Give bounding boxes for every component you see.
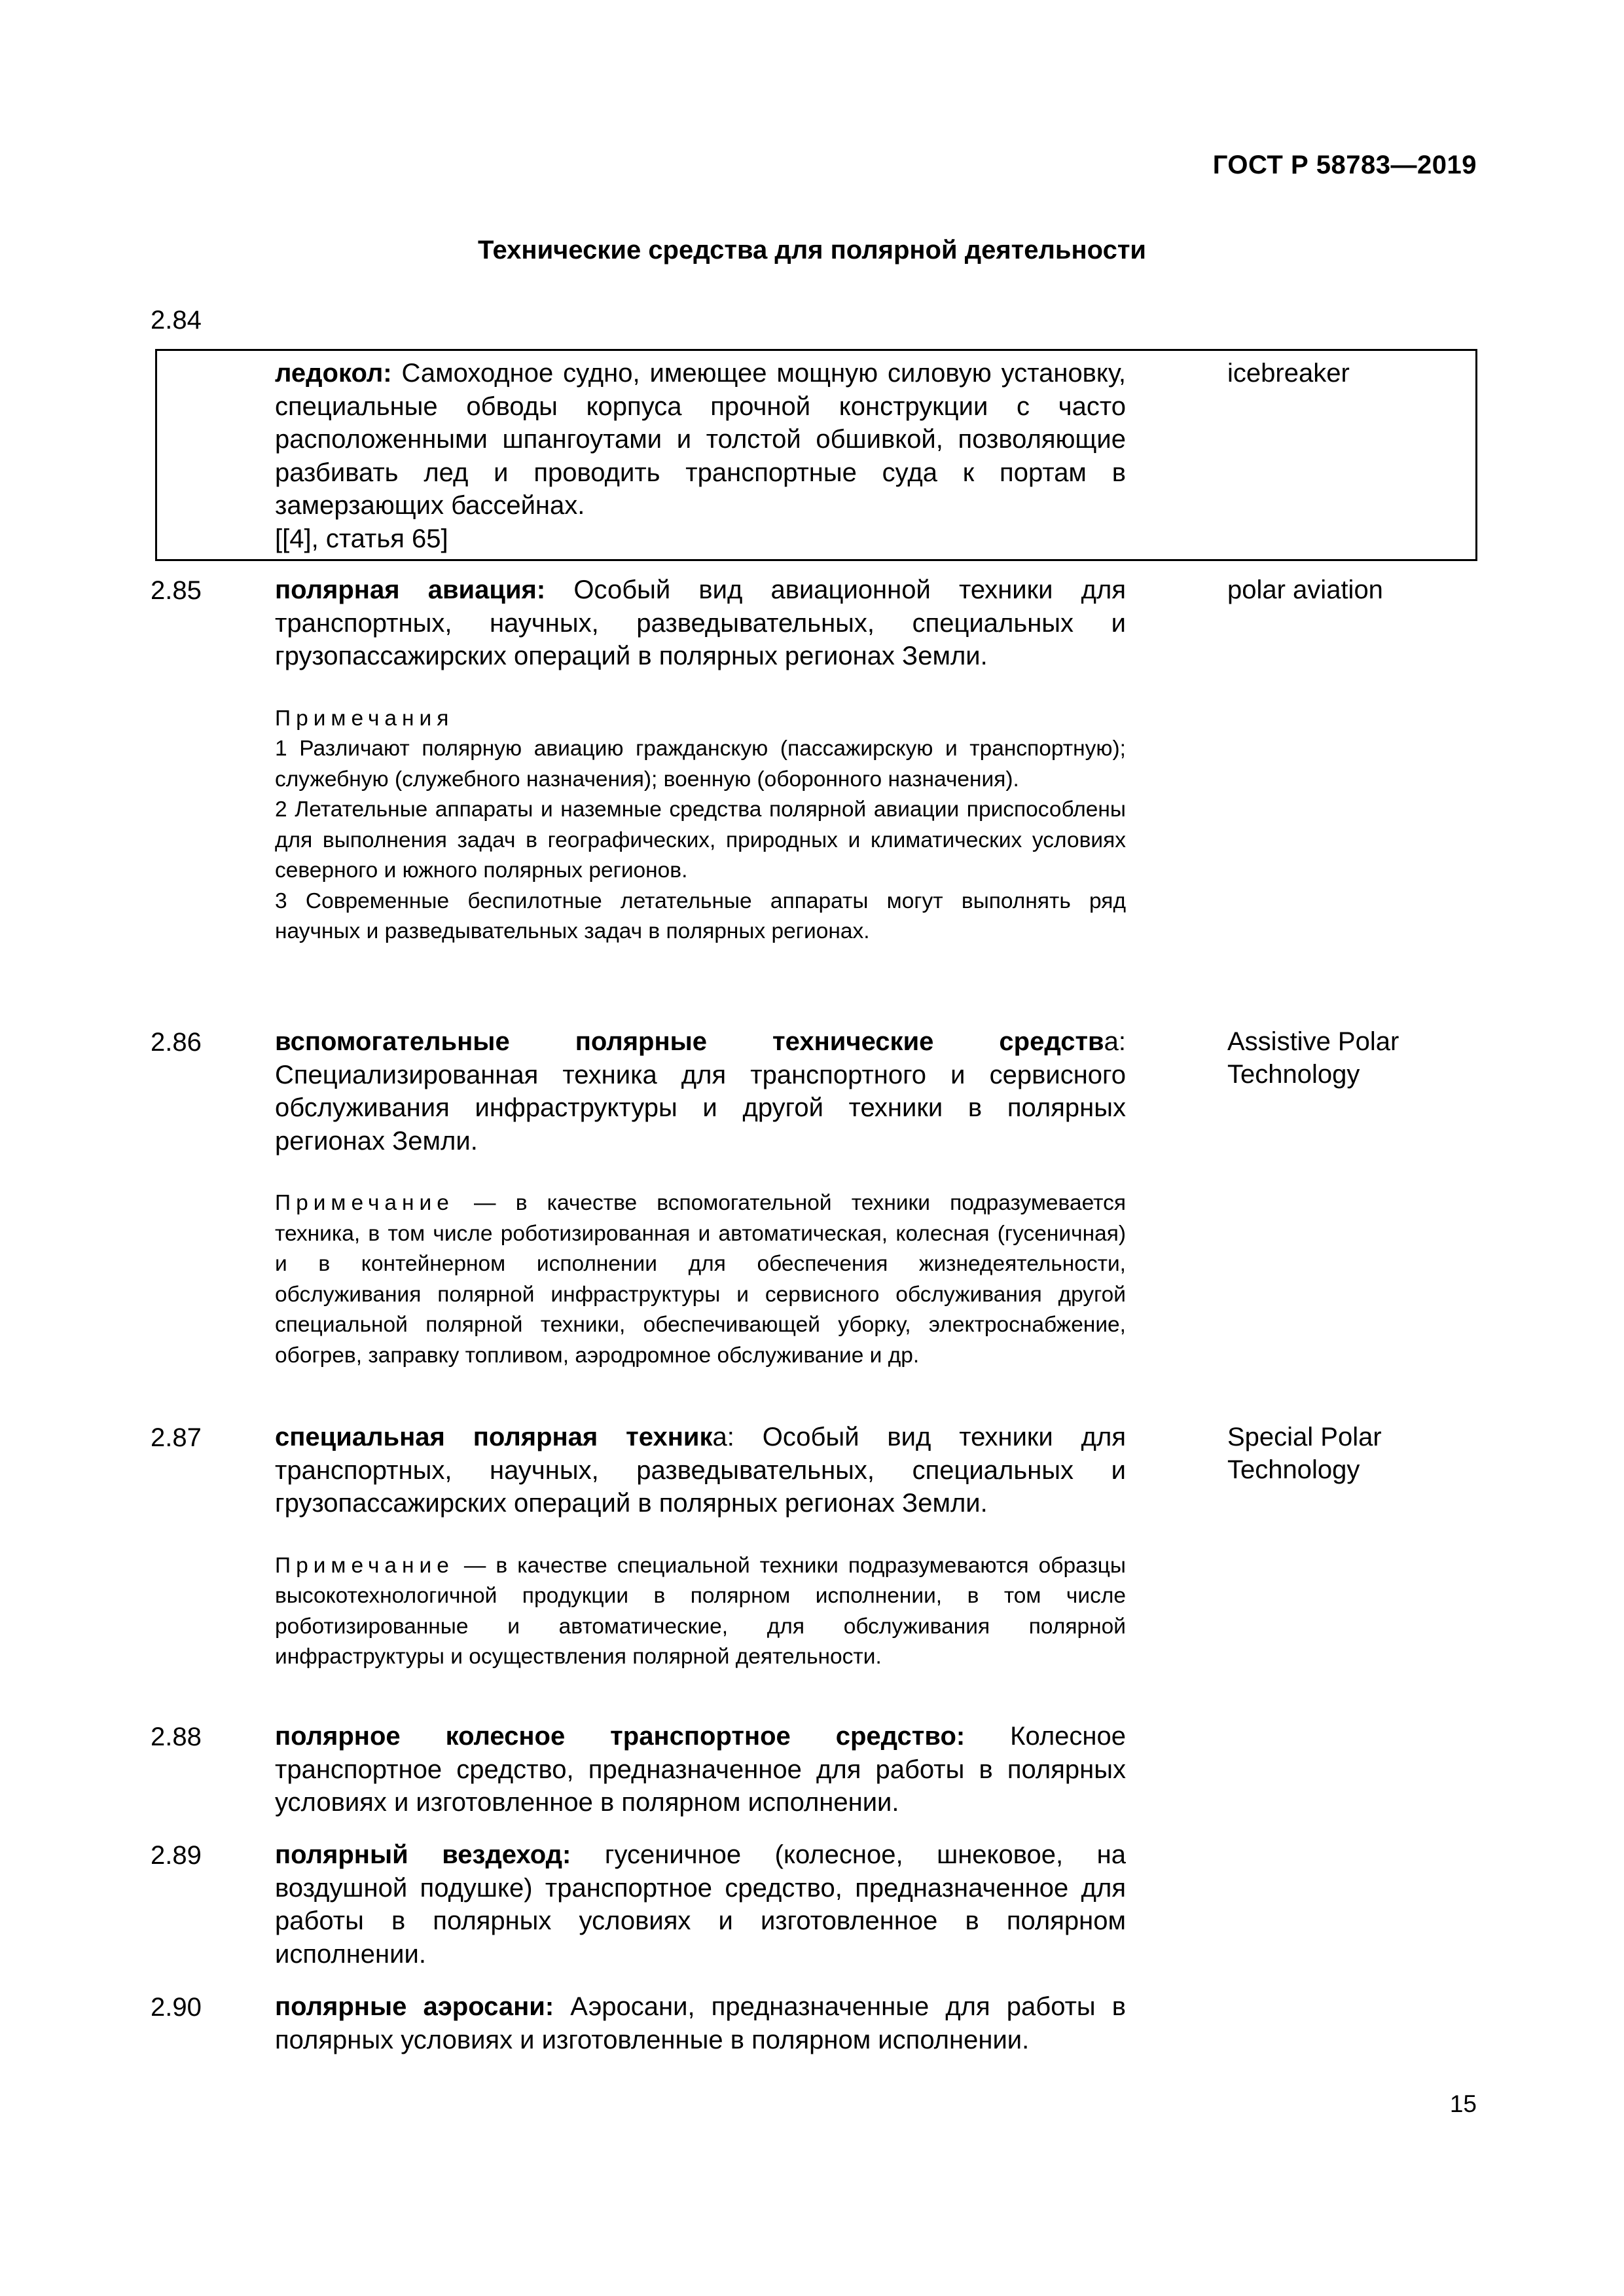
definition-text: Особый вид авиационной техники для транспортных, научных, разведывательных, специальных и грузопассажирских операций в полярных регионах Земли.	[275, 575, 1127, 670]
note-paragraph: Примечание — в качестве вспомогательной техники подразумевается техника, в том числе роботизированная и автоматическая, колесная (гусеничная) и в контейнерном исполнении для обеспечения жизнедеятельности, обслуживания полярной инфраструктуры и сервисного обслуживания другой специальной полярной техники, обеспечивающей уборку, электроснабжение, обогрев, заправку топливом, аэродромное обслуживание и др.	[275, 1191, 1126, 1368]
term-definition	[275, 1838, 1126, 1971]
entry-number: 2.84	[151, 306, 202, 335]
term-definition	[275, 1720, 1126, 1819]
term-name: вспомогательные полярные технические средств	[275, 1027, 1104, 1056]
definition-text: Колесное транспортное средство, предназначенное для работы в полярных условиях и изготовленное в полярном исполнении.	[275, 1722, 1127, 1817]
term-definition: вспомогательные полярные технические средства: Специализированная техника для транспортного и сервисного обслуживания инфраструктуры и другой техники в полярных регионах Земли.	[275, 1027, 1126, 1156]
term-definition-column	[275, 1838, 1126, 1971]
term-name: полярные аэросани:	[275, 1992, 554, 2021]
term-definition: специальная полярная техника: Особый вид техники для транспортных, научных, разведывательных, специальных и грузопассажирских операций в полярных регионах Земли.	[275, 1423, 1127, 1518]
term-definition-column	[275, 1025, 1126, 1371]
page-number: 15	[1449, 2090, 1477, 2117]
term-definition-column	[275, 1421, 1126, 1673]
english-equivalent: Special Polar Technology	[1227, 1423, 1382, 1484]
entry-number: 2.87	[151, 1423, 202, 1452]
english-equivalent: Assistive Polar Technology	[1227, 1027, 1399, 1089]
english-equivalent: polar aviation	[1227, 575, 1383, 604]
note-heading: Примечания	[275, 706, 454, 731]
term-definition-column	[275, 1720, 1126, 1819]
term-definition	[275, 1990, 1126, 2056]
term-name: полярная авиация:	[275, 575, 546, 604]
term-definition-column	[275, 357, 1126, 555]
note-paragraph: Примечание — в качестве специальной техники подразумеваются образцы высокотехнологичной продукции в полярном исполнении, в том числе роботизированные и автоматические, для обслуживания полярной инфраструктуры и осуществления полярной деятельности.	[275, 1553, 1126, 1669]
term-name: полярное колесное транспортное средство:	[275, 1722, 965, 1751]
term-name: полярный вездеход:	[275, 1840, 571, 1869]
term-name: ледокол:	[275, 359, 392, 388]
document-code: ГОСТ Р 58783—2019	[1212, 151, 1477, 179]
definition-text: Самоходное судно, имеющее мощную силовую установку, специальные обводы корпуса прочной конструкции с часто расположенными шпангоутами и толстой обшивкой, позволяющие разбивать лед и проводить транспортные суда к портам в замерзающих бассейнах.	[275, 359, 1126, 520]
note-item: 1 Различают полярную авиацию гражданскую (пассажирскую и транспортную); служебную (служебного назначения); военную (оборонного назначения).	[275, 737, 1126, 792]
entry-number: 2.86	[151, 1028, 202, 1057]
entry-number: 2.90	[151, 1993, 202, 2022]
term-definition-column	[275, 1990, 1126, 2056]
entry-number: 2.89	[151, 1841, 202, 1870]
term-definition	[275, 574, 1126, 673]
source-reference: [[4], статья 65]	[275, 524, 448, 553]
term-name: специальная полярная техник	[275, 1423, 713, 1451]
term-definition	[275, 357, 1126, 522]
term-definition-column	[275, 574, 1126, 947]
definition-text: : Особый вид техники для транспортных, научных, разведывательных, специальных и грузопассажирских операций в полярных регионах Земли.	[275, 1423, 1127, 1518]
definition-text: Аэросани, предназначенные для работы в полярных условиях и изготовленные в полярном исполнении.	[275, 1992, 1126, 2054]
definition-text: гусеничное (колесное, шнековое, на воздушной подушке) транспортное средство, предназначенное для работы в полярных условиях и изготовленное в полярном исполнении.	[275, 1840, 1126, 1969]
definition-text: : Специализированная техника для транспортного и сервисного обслуживания инфраструктуры и другой техники в полярных регионах Земли.	[275, 1027, 1126, 1156]
note-item: 3 Современные беспилотные летательные аппараты могут выполнять ряд научных и разведывательных задач в полярных регионах.	[275, 888, 1126, 943]
note-item: 2 Летательные аппараты и наземные средства полярной авиации приспособлены для выполнения задач в географических, природных и климатических условиях северного и южного полярных регионов.	[275, 797, 1126, 883]
english-equivalent: icebreaker	[1227, 359, 1350, 388]
section-title: Технические средства для полярной деятельности	[478, 236, 1146, 264]
entry-number: 2.88	[151, 1722, 202, 1751]
entry-number: 2.85	[151, 576, 202, 605]
